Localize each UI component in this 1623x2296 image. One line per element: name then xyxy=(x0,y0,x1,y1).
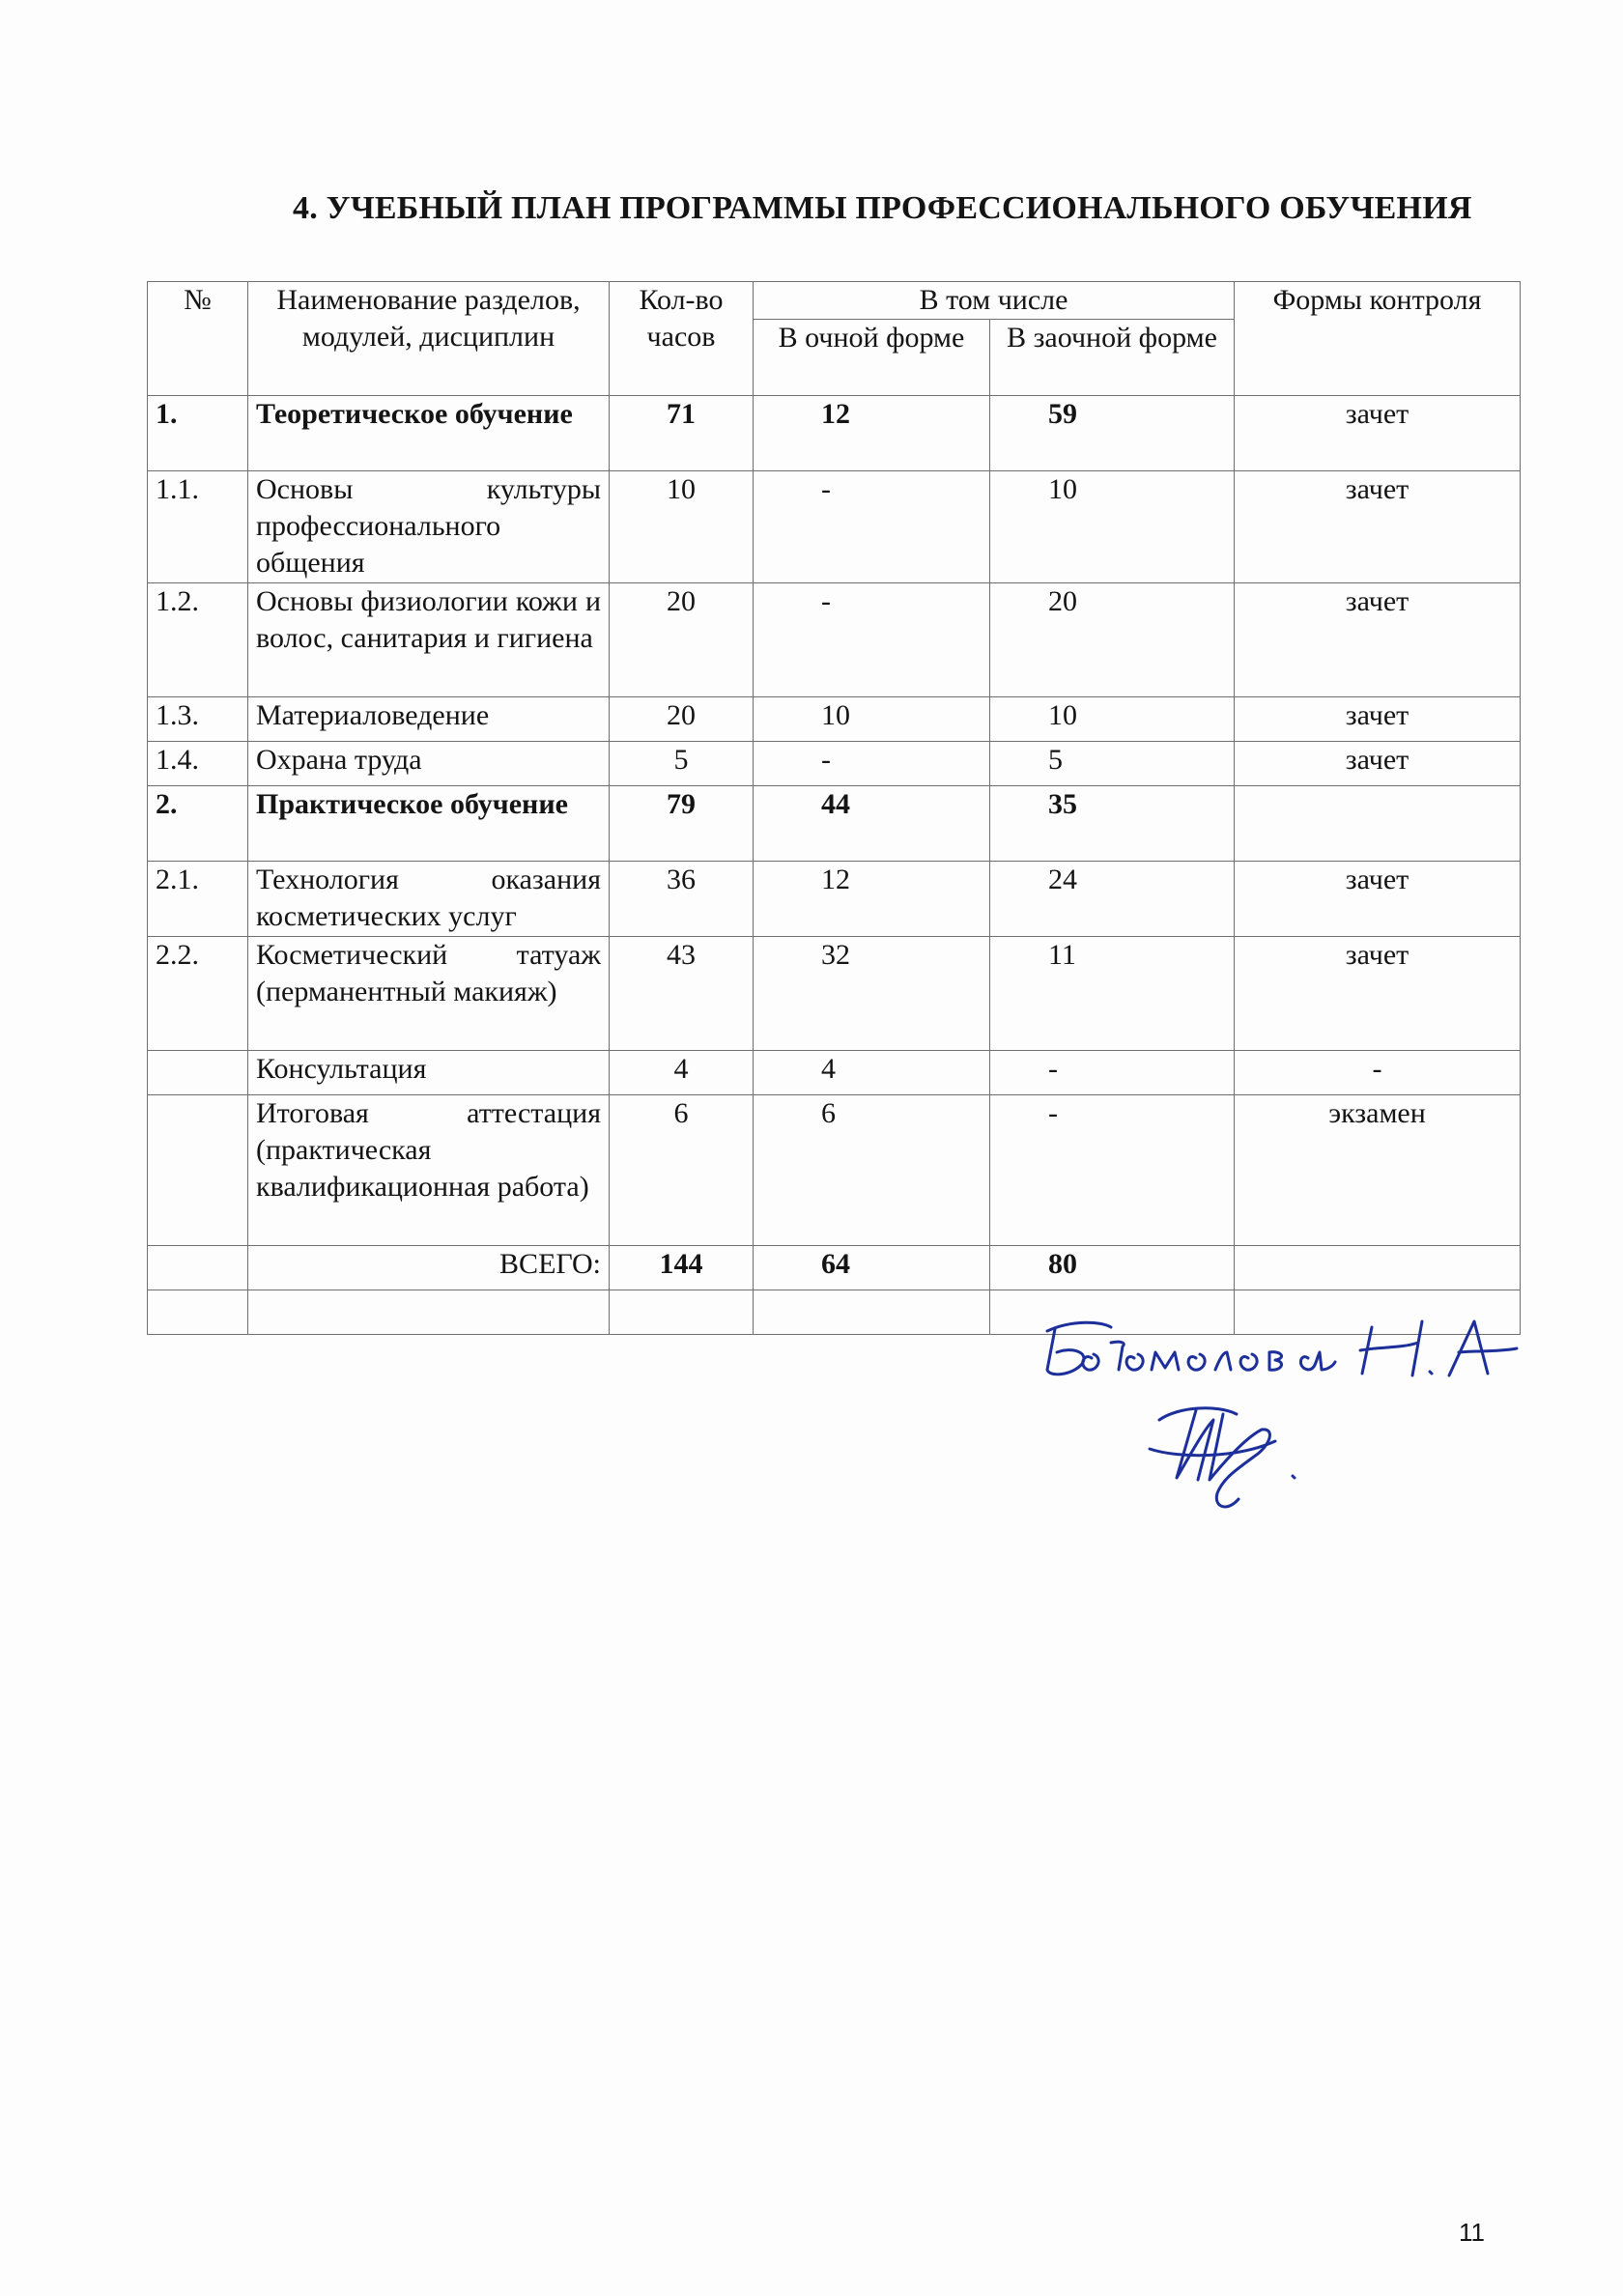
total-in-person: 64 xyxy=(754,1246,990,1290)
row-control: зачет xyxy=(1235,396,1521,471)
row-control: зачет xyxy=(1235,471,1521,583)
table-row xyxy=(148,697,1521,742)
row-hours: 43 xyxy=(610,937,754,1051)
header-including: В том числе xyxy=(754,282,1235,320)
row-control: экзамен xyxy=(1235,1095,1521,1246)
page-number: 11 xyxy=(1459,2218,1485,2247)
row-name: Косметический татуаж (перманентный макияж) xyxy=(248,937,610,1051)
empty-cell xyxy=(148,1290,248,1335)
header-row-1 xyxy=(148,282,1521,320)
row-hours: 5 xyxy=(610,742,754,786)
row-distance: - xyxy=(990,1095,1235,1246)
row-in-person: 32 xyxy=(754,937,990,1051)
row-name: Основы культуры профессионального общения xyxy=(248,471,610,583)
row-control xyxy=(1235,786,1521,862)
empty-cell xyxy=(610,1290,754,1335)
row-in-person: 12 xyxy=(754,862,990,937)
row-num: 2.1. xyxy=(148,862,248,937)
row-distance: 10 xyxy=(990,471,1235,583)
header-control: Формы контроля xyxy=(1235,282,1521,396)
table-row xyxy=(148,583,1521,697)
empty-cell xyxy=(754,1290,990,1335)
row-distance: 59 xyxy=(990,396,1235,471)
table-row xyxy=(148,786,1521,862)
table-row xyxy=(148,742,1521,786)
row-in-person: - xyxy=(754,583,990,697)
table-row xyxy=(148,1051,1521,1095)
row-name: Итоговая аттестация (практическая квалификационная работа) xyxy=(248,1095,610,1246)
row-hours: 36 xyxy=(610,862,754,937)
row-distance: 20 xyxy=(990,583,1235,697)
row-name: Теоретическое обучение xyxy=(248,396,610,471)
curriculum-table xyxy=(147,281,1521,1335)
row-control: зачет xyxy=(1235,937,1521,1051)
row-in-person: - xyxy=(754,471,990,583)
row-num: 2.2. xyxy=(148,937,248,1051)
row-num: 1. xyxy=(148,396,248,471)
row-hours: 6 xyxy=(610,1095,754,1246)
header-distance: В заочной форме xyxy=(990,320,1235,396)
row-name: Основы физиологии кожи и волос, санитария и гигиена xyxy=(248,583,610,697)
row-num: 1.1. xyxy=(148,471,248,583)
row-num: 1.3. xyxy=(148,697,248,742)
row-control: зачет xyxy=(1235,697,1521,742)
row-name: Технология оказания косметических услуг xyxy=(248,862,610,937)
row-in-person: 4 xyxy=(754,1051,990,1095)
row-in-person: 10 xyxy=(754,697,990,742)
document-title: 4. УЧЕБНЫЙ ПЛАН ПРОГРАММЫ ПРОФЕССИОНАЛЬНОГО ОБУЧЕНИЯ xyxy=(293,190,1472,226)
table-row xyxy=(148,937,1521,1051)
table-row xyxy=(148,471,1521,583)
row-name: Охрана труда xyxy=(248,742,610,786)
total-label: ВСЕГО: xyxy=(248,1246,610,1290)
row-distance: 35 xyxy=(990,786,1235,862)
table-row xyxy=(148,862,1521,937)
row-num: 1.2. xyxy=(148,583,248,697)
row-control: - xyxy=(1235,1051,1521,1095)
row-hours: 4 xyxy=(610,1051,754,1095)
row-num xyxy=(148,1051,248,1095)
row-distance: 5 xyxy=(990,742,1235,786)
row-hours: 71 xyxy=(610,396,754,471)
row-distance: 24 xyxy=(990,862,1235,937)
row-num: 2. xyxy=(148,786,248,862)
row-hours: 79 xyxy=(610,786,754,862)
header-in-person: В очной форме xyxy=(754,320,990,396)
row-num: 1.4. xyxy=(148,742,248,786)
row-in-person: 12 xyxy=(754,396,990,471)
table-row xyxy=(148,396,1521,471)
header-num: № xyxy=(148,282,248,396)
row-control: зачет xyxy=(1235,742,1521,786)
row-hours: 10 xyxy=(610,471,754,583)
header-hours: Кол-во часов xyxy=(610,282,754,396)
row-in-person: 44 xyxy=(754,786,990,862)
total-hours: 144 xyxy=(610,1246,754,1290)
total-control xyxy=(1235,1246,1521,1290)
signature xyxy=(1034,1314,1546,1526)
empty-cell xyxy=(248,1290,610,1335)
row-name: Практическое обучение xyxy=(248,786,610,862)
row-in-person: 6 xyxy=(754,1095,990,1246)
row-num xyxy=(148,1095,248,1246)
row-control: зачет xyxy=(1235,862,1521,937)
row-hours: 20 xyxy=(610,583,754,697)
total-distance: 80 xyxy=(990,1246,1235,1290)
table-row xyxy=(148,1095,1521,1246)
row-name: Материаловедение xyxy=(248,697,610,742)
row-distance: 11 xyxy=(990,937,1235,1051)
header-name: Наименование разделов, модулей, дисциплин xyxy=(248,282,610,396)
total-num xyxy=(148,1246,248,1290)
row-name: Консультация xyxy=(248,1051,610,1095)
row-distance: - xyxy=(990,1051,1235,1095)
total-row xyxy=(148,1246,1521,1290)
row-control: зачет xyxy=(1235,583,1521,697)
row-hours: 20 xyxy=(610,697,754,742)
row-in-person: - xyxy=(754,742,990,786)
row-distance: 10 xyxy=(990,697,1235,742)
